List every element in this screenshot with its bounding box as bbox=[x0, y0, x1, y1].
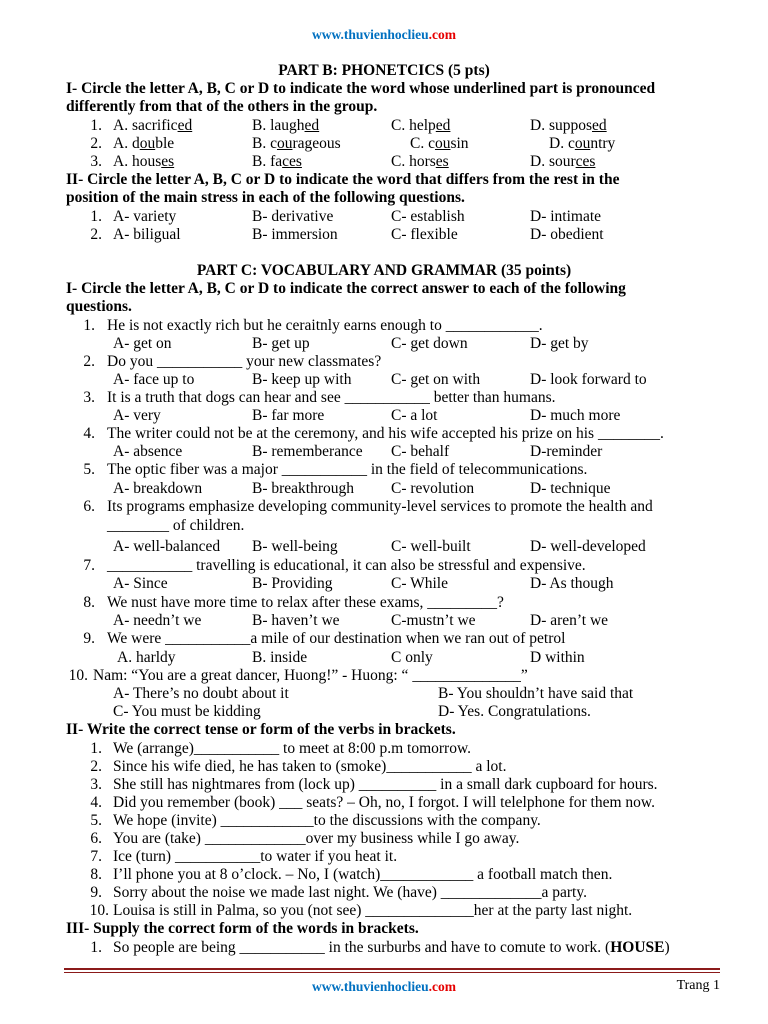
item-number: 1. bbox=[90, 740, 102, 757]
question-text: He is not exactly rich but he ceraitnly earns enough to ____________. bbox=[107, 317, 543, 334]
option-b: B. courageous bbox=[252, 135, 341, 152]
header-website bbox=[0, 26, 768, 44]
option-a: A. houses bbox=[113, 153, 175, 170]
question-text: The optic fiber was a major ___________ in the field of telecommunications. bbox=[107, 461, 588, 478]
verb-item bbox=[0, 884, 768, 902]
item-text: So people are being ___________ in the surburbs and have to comute to work. (HOUSE) bbox=[113, 939, 670, 956]
question-row bbox=[0, 317, 768, 335]
website-tld: .com bbox=[428, 27, 457, 42]
option-d: D- obedient bbox=[530, 226, 604, 243]
answer-row bbox=[0, 371, 768, 389]
item-number: 6. bbox=[90, 830, 102, 847]
verb-item bbox=[0, 902, 768, 920]
option-b: B- You shouldn’t have said that bbox=[438, 685, 634, 702]
answer-row bbox=[0, 335, 768, 353]
question-row bbox=[0, 630, 768, 648]
question-number: 2. bbox=[83, 353, 95, 370]
option-c: C-mustn’t we bbox=[391, 612, 476, 629]
option-c: C- a lot bbox=[391, 407, 438, 424]
question-row bbox=[0, 498, 768, 516]
option-d: D- Yes. Congratulations. bbox=[438, 703, 591, 720]
item-number: 3. bbox=[90, 153, 102, 170]
question-text: We were ___________a mile of our destination when we ran out of petrol bbox=[107, 630, 566, 647]
item-number: 10. bbox=[89, 902, 109, 919]
option-a: A- variety bbox=[113, 208, 177, 225]
stress-row bbox=[0, 226, 768, 244]
item-text: I’ll phone you at 8 o’clock. – No, I (watch)____________ a football match then. bbox=[113, 866, 613, 883]
option-c: C- get down bbox=[391, 335, 468, 352]
option-b: B- immersion bbox=[252, 226, 338, 243]
verb-item bbox=[0, 740, 768, 758]
footer-divider-thin bbox=[64, 972, 720, 973]
question-number: 4. bbox=[83, 425, 95, 442]
option-b: B. inside bbox=[252, 649, 308, 666]
option-b: B. faces bbox=[252, 153, 302, 170]
option-c: C. horses bbox=[391, 153, 449, 170]
option-c: C- You must be kidding bbox=[113, 703, 261, 720]
item-text: Sorry about the noise we made last night. We (have) _____________a party. bbox=[113, 884, 587, 901]
option-d: D. sources bbox=[530, 153, 596, 170]
part-b-instruction-1b: differently from that of the others in the group. bbox=[66, 98, 378, 115]
option-b: B- derivative bbox=[252, 208, 334, 225]
option-c: C. helped bbox=[391, 117, 451, 134]
verb-item bbox=[0, 848, 768, 866]
question-number: 1. bbox=[83, 317, 95, 334]
item-number: 2. bbox=[90, 758, 102, 775]
part-c-instruction-1: I- Circle the letter A, B, C or D to indicate the correct answer to each of the following bbox=[66, 280, 626, 297]
question-row bbox=[0, 389, 768, 407]
option-b: B. laughed bbox=[252, 117, 320, 134]
answer-row bbox=[0, 407, 768, 425]
item-number: 2. bbox=[90, 135, 102, 152]
option-a: A- well-balanced bbox=[113, 538, 221, 555]
item-number: 1. bbox=[90, 939, 102, 956]
option-a: A. sacrificed bbox=[113, 117, 193, 134]
option-c: C- behalf bbox=[391, 443, 450, 460]
part-c-instruction-3: III- Supply the correct form of the words in brackets. bbox=[66, 920, 419, 937]
option-d: D-reminder bbox=[530, 443, 603, 460]
option-c: C- get on with bbox=[391, 371, 481, 388]
footer-website bbox=[0, 978, 768, 996]
question-number: 5. bbox=[83, 461, 95, 478]
option-d: D within bbox=[530, 649, 585, 666]
question-text: We nust have more time to relax after these exams, _________? bbox=[107, 594, 504, 611]
item-text: We (arrange)___________ to meet at 8:00 p.m tomorrow. bbox=[113, 740, 472, 757]
phonetics-row bbox=[0, 153, 768, 171]
option-d: D. country bbox=[549, 135, 616, 152]
footer-divider bbox=[64, 968, 720, 970]
question-text: The writer could not be at the ceremony, and his wife accepted his prize on his ________. bbox=[107, 425, 664, 442]
item-text: You are (take) _____________over my business while I go away. bbox=[113, 830, 520, 847]
question-text: Its programs emphasize developing community-level services to promote the health and bbox=[107, 498, 653, 515]
option-a: A. harldy bbox=[117, 649, 176, 666]
option-a: A- biligual bbox=[113, 226, 181, 243]
option-b: B- far more bbox=[252, 407, 325, 424]
option-c: C- While bbox=[391, 575, 448, 592]
item-number: 5. bbox=[90, 812, 102, 829]
option-b: B- well-being bbox=[252, 538, 338, 555]
question-row-continued bbox=[0, 517, 768, 535]
option-c: C- flexible bbox=[391, 226, 458, 243]
question-number: 10. bbox=[68, 667, 88, 684]
website-name: www.thuvienhoclieu bbox=[311, 979, 429, 994]
option-d: D- aren’t we bbox=[530, 612, 609, 629]
question-text: It is a truth that dogs can hear and see ___________ better than humans. bbox=[107, 389, 556, 406]
option-d: D- intimate bbox=[530, 208, 602, 225]
item-text: Ice (turn) ___________to water if you heat it. bbox=[113, 848, 398, 865]
question-number: 3. bbox=[83, 389, 95, 406]
question-row bbox=[0, 594, 768, 612]
verb-item bbox=[0, 866, 768, 884]
answer-row bbox=[0, 703, 768, 721]
option-b: B- get up bbox=[252, 335, 310, 352]
question-number: 8. bbox=[83, 594, 95, 611]
item-number: 9. bbox=[90, 884, 102, 901]
answer-row bbox=[0, 443, 768, 461]
option-c: C- establish bbox=[391, 208, 465, 225]
question-row bbox=[0, 461, 768, 479]
part-b-instruction-1: I- Circle the letter A, B, C or D to indicate the word whose underlined part is pronounced bbox=[66, 80, 656, 97]
answer-row bbox=[0, 612, 768, 630]
option-b: B- rememberance bbox=[252, 443, 363, 460]
item-text: Did you remember (book) ___ seats? – Oh, no, I forgot. I will telelphone for them now. bbox=[113, 794, 655, 811]
part-c-title: PART C: VOCABULARY AND GRAMMAR (35 points) bbox=[196, 262, 572, 279]
website-tld: .com bbox=[428, 979, 457, 994]
item-number: 4. bbox=[90, 794, 102, 811]
answer-row bbox=[0, 480, 768, 498]
option-d: D- technique bbox=[530, 480, 611, 497]
answer-row bbox=[0, 685, 768, 703]
item-text: We hope (invite) ____________to the discussions with the company. bbox=[113, 812, 541, 829]
option-a: A- get on bbox=[113, 335, 172, 352]
question-number: 6. bbox=[83, 498, 95, 515]
page-number: Trang 1 bbox=[676, 978, 720, 993]
option-a: A- needn’t we bbox=[113, 612, 202, 629]
option-d: D- get by bbox=[530, 335, 589, 352]
option-a: A- Since bbox=[113, 575, 168, 592]
keyword: HOUSE bbox=[610, 939, 665, 956]
answer-row bbox=[0, 575, 768, 593]
item-text: Since his wife died, he has taken to (smoke)___________ a lot. bbox=[113, 758, 507, 775]
item-text: She still has nightmares from (lock up) __________ in a small dark cupboard for hours. bbox=[113, 776, 658, 793]
stress-row bbox=[0, 208, 768, 226]
question-row bbox=[0, 557, 768, 575]
part-b-title: PART B: PHONETCICS (5 pts) bbox=[278, 62, 490, 79]
item-number: 1. bbox=[90, 208, 102, 225]
answer-row bbox=[0, 538, 768, 556]
question-text: Nam: “You are a great dancer, Huong!” - Huong: “ ______________” bbox=[93, 667, 528, 684]
option-c: C- well-built bbox=[391, 538, 471, 555]
option-c: C only bbox=[391, 649, 433, 666]
question-text-continued: ________ of children. bbox=[107, 517, 245, 534]
option-d: D. supposed bbox=[530, 117, 607, 134]
verb-item bbox=[0, 830, 768, 848]
option-b: B- keep up with bbox=[252, 371, 352, 388]
option-a: A- breakdown bbox=[113, 480, 203, 497]
option-d: D- look forward to bbox=[530, 371, 647, 388]
word-form-item bbox=[0, 939, 768, 957]
item-number: 3. bbox=[90, 776, 102, 793]
website-name: www.thuvienhoclieu bbox=[311, 27, 429, 42]
verb-item bbox=[0, 812, 768, 830]
option-d: D- As though bbox=[530, 575, 614, 592]
item-number: 2. bbox=[90, 226, 102, 243]
question-number: 9. bbox=[83, 630, 95, 647]
option-a: A- face up to bbox=[113, 371, 195, 388]
item-number: 1. bbox=[90, 117, 102, 134]
question-row bbox=[0, 667, 768, 685]
option-a: A. double bbox=[113, 135, 175, 152]
item-text: Louisa is still in Palma, so you (not see) ______________her at the party last night. bbox=[113, 902, 633, 919]
verb-item bbox=[0, 758, 768, 776]
option-c: C. cousin bbox=[410, 135, 469, 152]
item-number: 8. bbox=[90, 866, 102, 883]
verb-item bbox=[0, 776, 768, 794]
part-c-instruction-2: II- Write the correct tense or form of the verbs in brackets. bbox=[66, 721, 456, 738]
verb-item bbox=[0, 794, 768, 812]
question-text: ___________ travelling is educational, it can also be stressful and expensive. bbox=[107, 557, 586, 574]
phonetics-row bbox=[0, 135, 768, 153]
answer-row bbox=[0, 649, 768, 667]
phonetics-row bbox=[0, 117, 768, 135]
part-c-instruction-1b: questions. bbox=[66, 298, 132, 315]
option-a: A- absence bbox=[113, 443, 183, 460]
question-text: Do you ___________ your new classmates? bbox=[107, 353, 382, 370]
option-b: B- breakthrough bbox=[252, 480, 355, 497]
option-b: B- Providing bbox=[252, 575, 333, 592]
option-a: A- There’s no doubt about it bbox=[113, 685, 289, 702]
option-c: C- revolution bbox=[391, 480, 475, 497]
option-a: A- very bbox=[113, 407, 161, 424]
question-row bbox=[0, 353, 768, 371]
question-row bbox=[0, 425, 768, 443]
part-b-instruction-2: II- Circle the letter A, B, C or D to indicate the word that differs from the rest in the bbox=[66, 171, 620, 188]
part-b-instruction-2b: position of the main stress in each of the following questions. bbox=[66, 189, 465, 206]
option-d: D- much more bbox=[530, 407, 621, 424]
question-number: 7. bbox=[83, 557, 95, 574]
option-b: B- haven’t we bbox=[252, 612, 340, 629]
item-number: 7. bbox=[90, 848, 102, 865]
option-d: D- well-developed bbox=[530, 538, 646, 555]
